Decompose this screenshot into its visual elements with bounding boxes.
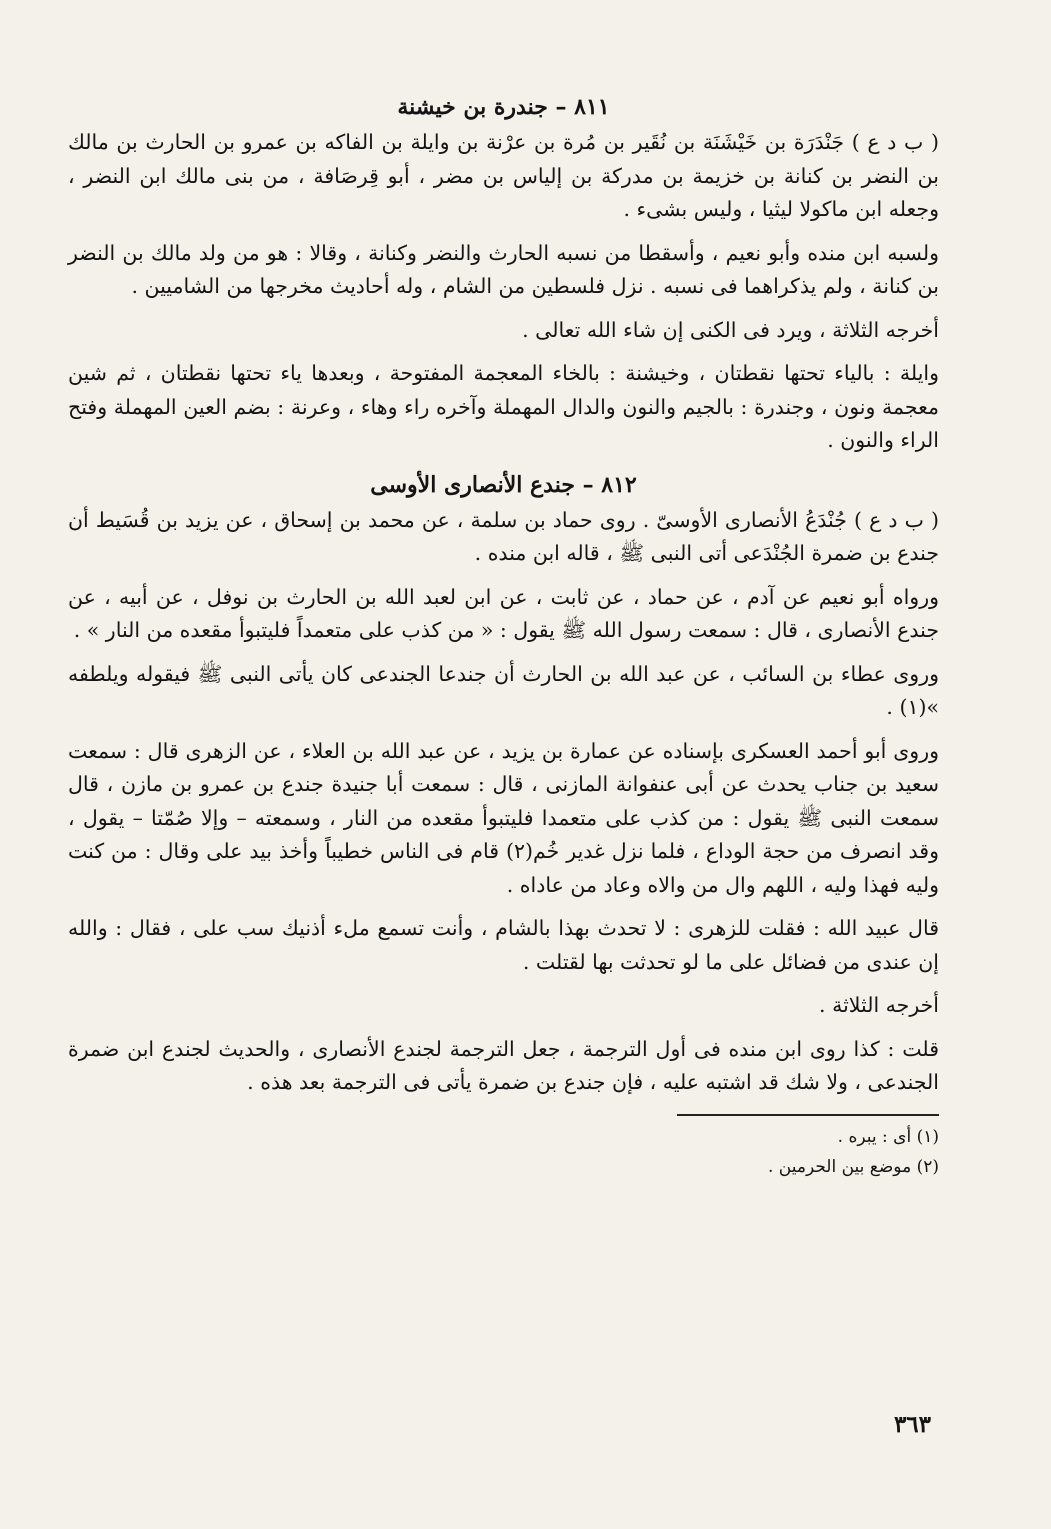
- entry-heading: ٨١٢ – جندع الأنصارى الأوسى: [370, 471, 637, 498]
- paragraph: قال عبيد الله : فقلت للزهرى : لا تحدث بهذا بالشام ، وأنت تسمع ملء أذنيك سب على ، فقال : والله إن عندى من فضائل على ما لو تحدثت بها لقتلت .: [68, 916, 939, 974]
- paragraph: أخرجه الثلاثة ، ويرد فى الكنى إن شاء الله تعالى .: [522, 317, 939, 342]
- footnote: (١) أى : يبره .: [837, 1126, 939, 1147]
- paragraph: وايلة : بالياء تحتها نقطتان ، وخيشنة : بالخاء المعجمة المفتوحة ، وبعدها ياء تحتها نقطتان ، ثم شين معجمة ونون ، وجندرة : بالجيم والنون والدال المهملة وآخره راء وهاء ، وعرنة : بضم العين المهملة وفتح الراء والنون .: [68, 361, 939, 452]
- paragraph: ( ب د ع ) جُنْدَعُ الأنصارى الأوسىّ . روى حماد بن سلمة ، عن محمد بن إسحاق ، عن يزيد بن قُسَيط أن جندع بن ضمرة الجُنْدَعى أتى النبى ﷺ ، قاله ابن منده .: [68, 507, 939, 565]
- entry-heading: ٨١١ – جندرة بن خيشنة: [397, 94, 610, 120]
- entry-811: [68, 94, 939, 458]
- footnote-divider: [677, 1114, 939, 1116]
- paragraph: وروى عطاء بن السائب ، عن عبد الله بن الحارث أن جندعا الجندعى كان يأتى النبى ﷺ فيقوله ويلطفه »(١) .: [68, 661, 939, 719]
- page-number: ٣٦٣: [893, 1411, 931, 1438]
- paragraph: قلت : كذا روى ابن منده فى أول الترجمة ، جعل الترجمة لجندع الأنصارى ، والحديث لجندع ابن ضمرة الجندعى ، ولا شك قد اشتبه عليه ، فإن جندع بن ضمرة يأتى فى الترجمة بعد هذه .: [68, 1036, 939, 1094]
- paragraph: ولسبه ابن منده وأبو نعيم ، وأسقطا من نسبه الحارث والنضر وكنانة ، وقالا : هو من ولد مالك بن النضر بن كنانة ، ولم يذكراهما فى نسبه . نزل فلسطين من الشام ، وله أحاديث مخرجها من الشاميين .: [68, 240, 939, 298]
- paragraph: ورواه أبو نعيم عن آدم ، عن حماد ، عن ثابت ، عن ابن لعبد الله بن الحارث بن نوفل ، عن أبيه ، عن جندع الأنصارى ، قال : سمعت رسول الله ﷺ يقول : « من كذب على متعمداً فليتبوأ مقعده من النار » .: [68, 584, 939, 642]
- paragraph: أخرجه الثلاثة .: [819, 993, 939, 1017]
- paragraph: ( ب د ع ) جَنْدَرَة بن خَيْشَنَة بن نُقَير بن مُرة بن عرْنة بن وايلة بن الفاكه بن عمرو بن الحارث بن مالك بن النضر بن كنانة بن خزيمة بن مدركة بن إلياس بن مضر ، أبو قِرصَافة ، من بنى مالك ابن النضر ، وجعله ابن ماكولا ليثيا ، وليس بشىء .: [68, 130, 939, 221]
- footnote: (٢) موضع بين الحرمين .: [767, 1156, 939, 1177]
- paragraph: وروى أبو أحمد العسكرى بإسناده عن عمارة بن يزيد ، عن عبد الله بن العلاء ، عن الزهرى قال : سمعت سعيد بن جناب يحدث عن أبى عنفوانة المازنى ، قال : سمعت أبا جنيدة جندع بن عمرو بن مازن ، قال سمعت النبى ﷺ يقول : من كذب على متعمدا فليتبوأ مقعده من النار ، وسمعته – وإلا صُمّتا – يقول ، وقد انصرف من حجة الوداع ، فلما نزل غدير خُم(٢) قام فى الناس خطيباً وأخذ بيد على وقال : من كنت وليه فهذا وليه ، اللهم وال من والاه وعاد من عاداه .: [68, 738, 939, 897]
- entry-812: [68, 472, 939, 1100]
